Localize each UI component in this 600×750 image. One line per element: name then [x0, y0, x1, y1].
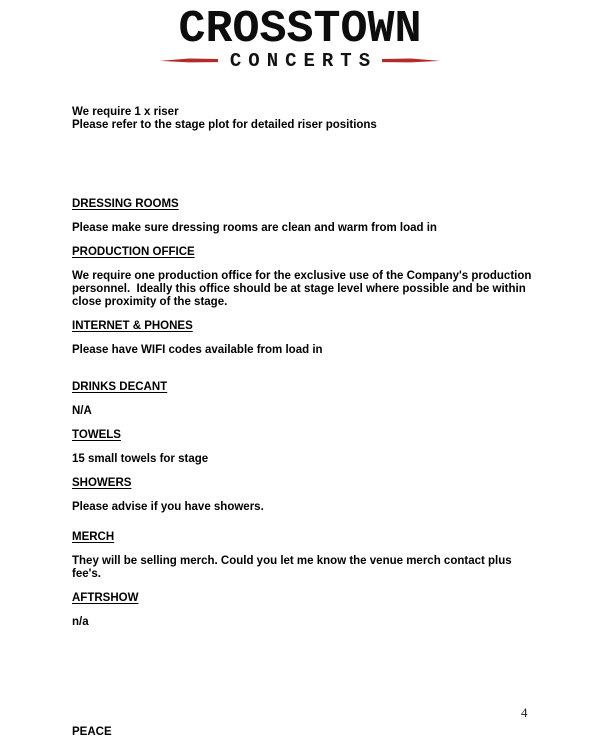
logo-subtitle-row — [0, 51, 600, 71]
section-body-drinks-decant: N/A — [72, 405, 92, 417]
logo-title: CROSSTOWN — [178, 4, 422, 55]
intro-line-1: We require 1 x riser — [72, 106, 179, 118]
logo-brush-stroke-left-icon — [160, 56, 218, 66]
section-heading-drinks-decant: DRINKS DECANT — [72, 381, 168, 393]
section-heading-towels: TOWELS — [72, 429, 121, 441]
logo-brush-stroke-right-icon — [382, 56, 440, 66]
section-body-showers: Please advise if you have showers. — [72, 501, 264, 513]
section-body-internet-phones: Please have WIFI codes available from load in — [72, 344, 323, 356]
section-body-towels: 15 small towels for stage — [72, 453, 209, 465]
section-heading-dressing-rooms: DRESSING ROOMS — [72, 198, 179, 210]
section-heading-production-office: PRODUCTION OFFICE — [72, 246, 195, 258]
section-body-aftrshow: n/a — [72, 616, 89, 628]
intro-line-2: Please refer to the stage plot for detailed riser positions — [72, 119, 377, 131]
section-heading-aftrshow: AFTRSHOW — [72, 592, 139, 604]
section-heading-internet-phones: INTERNET & PHONES — [72, 320, 193, 332]
section-body-merch: They will be selling merch. Could you let me know the venue merch contact plus fee's. — [72, 555, 515, 580]
page-number: 4 — [521, 705, 528, 720]
intro-paragraph — [72, 106, 532, 132]
section-heading-showers: SHOWERS — [72, 477, 132, 489]
closing-text: PEACE — [72, 726, 112, 738]
section-heading-merch: MERCH — [72, 531, 115, 543]
document-body — [72, 106, 535, 640]
section-body-production-office: We require one production office for the exclusive use of the Company's production personnel. Ideally this office should be at stage level where possible and be within close proximity of the stage. — [72, 270, 535, 308]
logo-subtitle: CONCERTS — [229, 50, 378, 72]
section-body-dressing-rooms: Please make sure dressing rooms are clean and warm from load in — [72, 222, 437, 234]
logo — [0, 4, 600, 72]
